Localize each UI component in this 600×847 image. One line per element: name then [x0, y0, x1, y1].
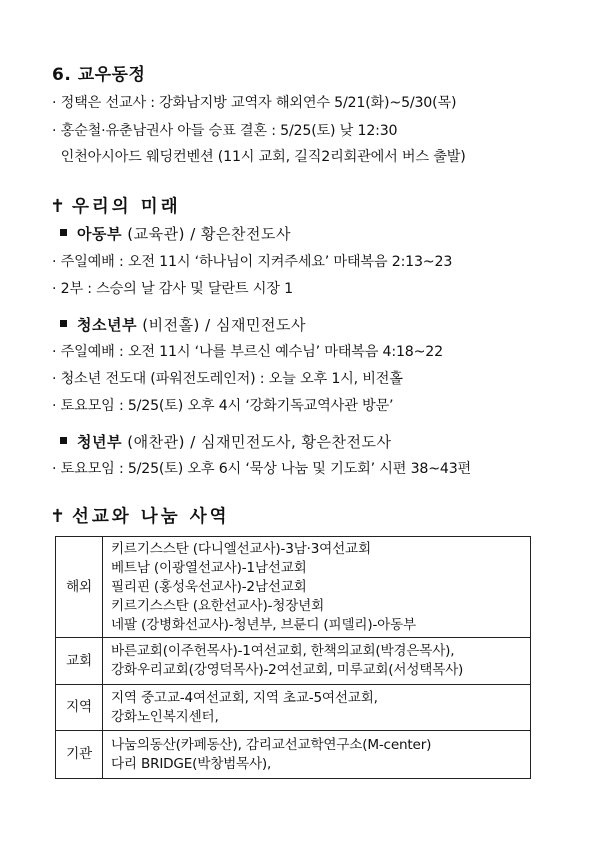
detail-line: 키르기스스탄 (요한선교사)-청장년회: [111, 597, 325, 614]
section-title-member-news: 6. 교우동정: [52, 65, 146, 85]
square-bullet-icon: [60, 320, 67, 327]
detail-cell: [103, 731, 531, 779]
category-cell: 교회: [56, 638, 103, 685]
table-row: [56, 537, 531, 638]
section-title-text: 우리의 미래: [72, 197, 181, 217]
detail-line: 바른교회(이주헌목사)-1여선교회, 한책의교회(박경은목사),: [111, 643, 455, 659]
cross-icon: ✝: [50, 506, 69, 527]
dept-name: 청년부: [77, 433, 122, 451]
category-cell: 지역: [56, 685, 103, 731]
cross-icon: ✝: [50, 196, 69, 217]
mission-table: [55, 536, 531, 779]
dept-heading-young-adults: [60, 431, 391, 452]
detail-line: 필리핀 (홍성욱선교사)-2남선교회: [111, 578, 307, 595]
dept-heading-children: [60, 223, 291, 244]
youth-line: · 토요모임 : 5/25(토) 오후 4시 ‘강화기독교역사관 방문’: [52, 398, 394, 414]
detail-line: 강화노인복지센터,: [111, 708, 219, 725]
table-row: [56, 685, 531, 731]
news-line: · 정택은 선교사 : 강화남지방 교역자 해외연수 5/21(화)~5/30(목): [52, 95, 457, 111]
dept-detail: (교육관) / 황은찬전도사: [121, 225, 291, 243]
dept-name: 청소년부: [77, 316, 137, 334]
news-line: · 홍순철·유춘남권사 아들 승표 결혼 : 5/25(토) 낮 12:30: [52, 123, 398, 139]
youth-line: · 주일예배 : 오전 11시 ‘나를 부르신 예수님’ 마태복음 4:18~22: [52, 344, 443, 360]
dept-heading-youth: [60, 314, 306, 335]
detail-cell: [103, 638, 531, 685]
dept-detail: (비전홀) / 심재민전도사: [136, 316, 306, 334]
detail-cell: [103, 537, 531, 638]
section-title-future: [50, 193, 181, 218]
dept-name: 아동부: [77, 225, 122, 243]
detail-cell: [103, 685, 531, 731]
detail-line: 키르기스스탄 (다니엘선교사)-3남·3여선교회: [111, 540, 371, 557]
detail-line: 베트남 (이광열선교사)-1남선교회: [111, 559, 307, 576]
table-row: [56, 638, 531, 685]
children-line: · 2부 : 스승의 날 감사 및 달란트 시장 1: [52, 281, 293, 297]
news-line: 인천아시아드 웨딩컨벤션 (11시 교회, 길직2리회관에서 버스 출발): [52, 149, 466, 165]
section-title-text: 선교와 나눔 사역: [72, 507, 230, 527]
section-title-mission: [50, 503, 230, 528]
category-cell: 기관: [56, 731, 103, 779]
youth-line: · 청소년 전도대 (파워전도레인저) : 오늘 오후 1시, 비전홀: [52, 371, 403, 387]
detail-line: 강화우리교회(강영덕목사)-2여선교회, 미루교회(서성택목사): [111, 662, 464, 678]
category-cell: 해외: [56, 537, 103, 638]
table-row: [56, 731, 531, 779]
detail-line: 다리 BRIDGE(박창범목사),: [111, 755, 272, 772]
children-line: · 주일예배 : 오전 11시 ‘하나님이 지켜주세요’ 마태복음 2:13~23: [52, 254, 453, 270]
square-bullet-icon: [60, 229, 67, 236]
detail-line: 나눔의동산(카페동산), 감리교선교학연구소(M-center): [111, 736, 432, 753]
dept-detail: (애찬관) / 심재민전도사, 황은찬전도사: [121, 433, 392, 451]
detail-line: 네팔 (강병화선교사)-청년부, 브룬디 (피델리)-아동부: [111, 616, 416, 633]
young-adults-line: · 토요모임 : 5/25(토) 오후 6시 ‘묵상 나눔 및 기도회’ 시편 38~43편: [52, 461, 472, 477]
detail-line: 지역 중고교-4여선교회, 지역 초교-5여선교회,: [111, 689, 378, 706]
square-bullet-icon: [60, 437, 67, 444]
